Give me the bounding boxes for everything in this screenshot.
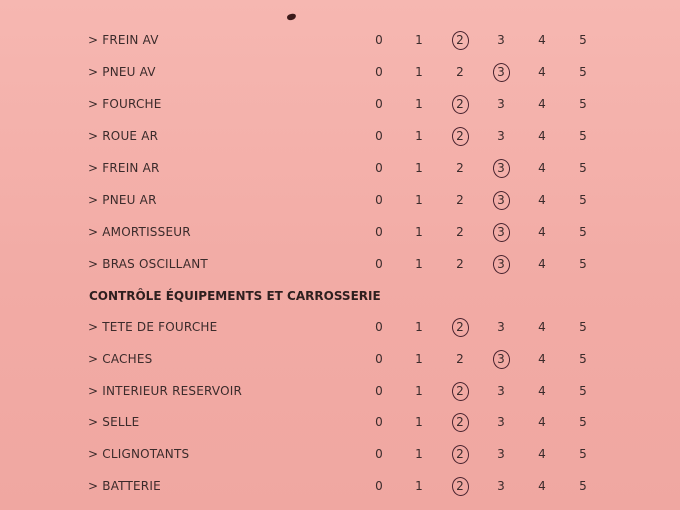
score-option-5[interactable]: 5 bbox=[579, 479, 587, 493]
score-option-5[interactable]: 5 bbox=[579, 320, 587, 334]
score-option-4[interactable]: 4 bbox=[538, 447, 546, 461]
score-option-1[interactable]: 1 bbox=[415, 65, 423, 79]
inspection-row bbox=[0, 476, 680, 496]
score-option-0[interactable]: 0 bbox=[375, 352, 383, 366]
score-option-2[interactable]: 2 bbox=[456, 65, 464, 79]
score-option-3[interactable]: 3 bbox=[497, 320, 505, 334]
score-option-4[interactable]: 4 bbox=[538, 65, 546, 79]
score-option-4[interactable]: 4 bbox=[538, 320, 546, 334]
score-option-0[interactable]: 0 bbox=[375, 479, 383, 493]
item-label: > CLIGNOTANTS bbox=[88, 447, 190, 461]
score-option-2[interactable]: 2 bbox=[450, 126, 470, 146]
score-option-5[interactable]: 5 bbox=[579, 384, 587, 398]
score-option-0[interactable]: 0 bbox=[375, 129, 383, 143]
inspection-row bbox=[0, 94, 680, 114]
item-label: > CACHES bbox=[88, 352, 153, 366]
inspection-row bbox=[0, 222, 680, 242]
score-option-1[interactable]: 1 bbox=[415, 479, 423, 493]
score-option-2[interactable]: 2 bbox=[450, 381, 470, 401]
ink-spot bbox=[286, 13, 296, 21]
inspection-row bbox=[0, 381, 680, 401]
item-label: > BRAS OSCILLANT bbox=[88, 257, 208, 271]
score-option-2[interactable]: 2 bbox=[456, 193, 464, 207]
score-option-0[interactable]: 0 bbox=[375, 447, 383, 461]
inspection-row bbox=[0, 412, 680, 432]
score-option-2[interactable]: 2 bbox=[450, 30, 470, 50]
score-option-1[interactable]: 1 bbox=[415, 384, 423, 398]
score-option-5[interactable]: 5 bbox=[579, 193, 587, 207]
score-option-1[interactable]: 1 bbox=[415, 97, 423, 111]
score-option-0[interactable]: 0 bbox=[375, 97, 383, 111]
item-label: > INTERIEUR RESERVOIR bbox=[88, 384, 243, 398]
score-option-1[interactable]: 1 bbox=[415, 33, 423, 47]
score-option-0[interactable]: 0 bbox=[375, 33, 383, 47]
inspection-row bbox=[0, 349, 680, 369]
score-option-2[interactable]: 2 bbox=[450, 412, 470, 432]
score-option-4[interactable]: 4 bbox=[538, 225, 546, 239]
item-label: > FREIN AR bbox=[88, 161, 160, 175]
score-option-5[interactable]: 5 bbox=[579, 225, 587, 239]
score-option-5[interactable]: 5 bbox=[579, 97, 587, 111]
score-option-3[interactable]: 3 bbox=[491, 349, 511, 369]
item-label: > PNEU AV bbox=[88, 65, 156, 79]
score-option-5[interactable]: 5 bbox=[579, 129, 587, 143]
inspection-row bbox=[0, 62, 680, 82]
score-option-3[interactable]: 3 bbox=[497, 97, 505, 111]
score-option-4[interactable]: 4 bbox=[538, 384, 546, 398]
score-option-2[interactable]: 2 bbox=[456, 161, 464, 175]
score-option-3[interactable]: 3 bbox=[497, 33, 505, 47]
score-option-4[interactable]: 4 bbox=[538, 161, 546, 175]
score-option-4[interactable]: 4 bbox=[538, 479, 546, 493]
score-option-1[interactable]: 1 bbox=[415, 225, 423, 239]
score-option-4[interactable]: 4 bbox=[538, 33, 546, 47]
score-option-5[interactable]: 5 bbox=[579, 257, 587, 271]
score-option-3[interactable]: 3 bbox=[491, 62, 511, 82]
inspection-row bbox=[0, 30, 680, 50]
score-option-1[interactable]: 1 bbox=[415, 257, 423, 271]
score-option-0[interactable]: 0 bbox=[375, 193, 383, 207]
score-option-3[interactable]: 3 bbox=[497, 447, 505, 461]
score-option-4[interactable]: 4 bbox=[538, 129, 546, 143]
inspection-row bbox=[0, 126, 680, 146]
item-label: > AMORTISSEUR bbox=[88, 225, 191, 239]
score-option-2[interactable]: 2 bbox=[450, 317, 470, 337]
inspection-row bbox=[0, 254, 680, 274]
score-option-1[interactable]: 1 bbox=[415, 447, 423, 461]
item-label: > TETE DE FOURCHE bbox=[88, 320, 218, 334]
score-option-3[interactable]: 3 bbox=[497, 384, 505, 398]
score-option-0[interactable]: 0 bbox=[375, 161, 383, 175]
score-option-5[interactable]: 5 bbox=[579, 65, 587, 79]
item-label: > PNEU AR bbox=[88, 193, 157, 207]
score-option-1[interactable]: 1 bbox=[415, 193, 423, 207]
score-option-3[interactable]: 3 bbox=[491, 190, 511, 210]
score-option-3[interactable]: 3 bbox=[491, 254, 511, 274]
score-option-5[interactable]: 5 bbox=[579, 33, 587, 47]
item-label: > FREIN AV bbox=[88, 33, 159, 47]
item-label: > ROUE AR bbox=[88, 129, 159, 143]
score-option-2[interactable]: 2 bbox=[450, 444, 470, 464]
score-option-4[interactable]: 4 bbox=[538, 352, 546, 366]
score-option-2[interactable]: 2 bbox=[450, 476, 470, 496]
score-option-3[interactable]: 3 bbox=[497, 479, 505, 493]
score-option-5[interactable]: 5 bbox=[579, 161, 587, 175]
inspection-row bbox=[0, 190, 680, 210]
inspection-row bbox=[0, 317, 680, 337]
score-option-0[interactable]: 0 bbox=[375, 415, 383, 429]
score-option-4[interactable]: 4 bbox=[538, 415, 546, 429]
item-label: > SELLE bbox=[88, 415, 140, 429]
score-option-0[interactable]: 0 bbox=[375, 65, 383, 79]
score-option-0[interactable]: 0 bbox=[375, 384, 383, 398]
score-option-2[interactable]: 2 bbox=[450, 94, 470, 114]
inspection-row bbox=[0, 158, 680, 178]
score-option-1[interactable]: 1 bbox=[415, 161, 423, 175]
score-option-2[interactable]: 2 bbox=[456, 225, 464, 239]
score-option-4[interactable]: 4 bbox=[538, 97, 546, 111]
score-option-4[interactable]: 4 bbox=[538, 257, 546, 271]
score-option-0[interactable]: 0 bbox=[375, 320, 383, 334]
score-option-5[interactable]: 5 bbox=[579, 447, 587, 461]
score-option-3[interactable]: 3 bbox=[497, 129, 505, 143]
score-option-3[interactable]: 3 bbox=[497, 415, 505, 429]
score-option-3[interactable]: 3 bbox=[491, 222, 511, 242]
score-option-0[interactable]: 0 bbox=[375, 225, 383, 239]
score-option-2[interactable]: 2 bbox=[456, 352, 464, 366]
score-option-1[interactable]: 1 bbox=[415, 415, 423, 429]
score-option-5[interactable]: 5 bbox=[579, 352, 587, 366]
inspection-row bbox=[0, 444, 680, 464]
item-label: > BATTERIE bbox=[88, 479, 161, 493]
score-option-4[interactable]: 4 bbox=[538, 193, 546, 207]
score-option-3[interactable]: 3 bbox=[491, 158, 511, 178]
score-option-2[interactable]: 2 bbox=[456, 257, 464, 271]
section-title: CONTRÔLE ÉQUIPEMENTS ET CARROSSERIE bbox=[89, 289, 381, 303]
score-option-1[interactable]: 1 bbox=[415, 352, 423, 366]
score-option-1[interactable]: 1 bbox=[415, 320, 423, 334]
score-option-1[interactable]: 1 bbox=[415, 129, 423, 143]
score-option-5[interactable]: 5 bbox=[579, 415, 587, 429]
item-label: > FOURCHE bbox=[88, 97, 162, 111]
score-option-0[interactable]: 0 bbox=[375, 257, 383, 271]
